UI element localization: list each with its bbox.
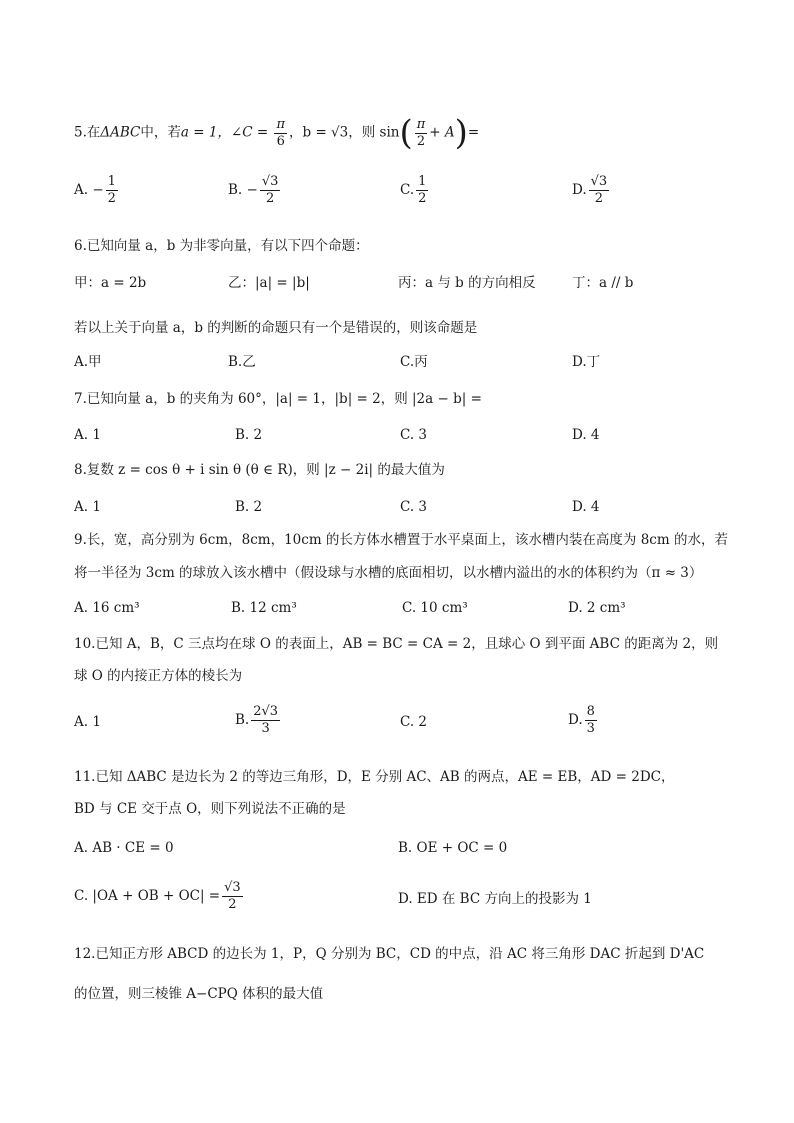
- q9-option-d[interactable]: D. 2 cm³: [568, 600, 626, 616]
- q5-option-b[interactable]: [228, 174, 282, 207]
- q10-stem-1: 10.已知 A，B，C 三点均在球 O 的表面上，AB = BC = CA = 2，且球心 O 到平面 ABC 的距离为 2，则: [74, 636, 719, 652]
- fraction-denominator: 3: [586, 721, 595, 736]
- fraction: [260, 174, 281, 207]
- q7-option-c[interactable]: C. 3: [400, 427, 428, 443]
- q6-stem: 6.已知向量 a，b 为非零向量，有以下四个命题：: [74, 238, 369, 254]
- q11-option-d[interactable]: D. ED 在 BC 方向上的投影为 1: [398, 891, 592, 907]
- fraction-numerator: 2√3: [253, 704, 279, 719]
- q12-stem-2: 的位置，则三棱锥 A−CPQ 体积的最大值: [74, 986, 324, 1002]
- q7-option-a[interactable]: A. 1: [74, 427, 101, 443]
- q6-option-c[interactable]: C.丙: [400, 354, 428, 370]
- fraction-numerator: π: [416, 116, 426, 132]
- q5-option-d[interactable]: [572, 174, 611, 207]
- q7-option-d[interactable]: D. 4: [572, 427, 600, 443]
- q5-text-2: 中，若: [140, 124, 181, 141]
- fraction-numerator: √3: [224, 880, 241, 895]
- q5-text: 5.在: [74, 124, 101, 141]
- q9-stem-2: 将一半径为 3cm 的球放入该水槽中（假设球与水槽的底面相切，以水槽内溢出的水的体积约为（π ≈ 3）: [74, 565, 703, 581]
- q5-option-c[interactable]: [400, 174, 430, 207]
- fraction-numerator: π: [276, 116, 286, 132]
- q5-plus-a: + A: [429, 124, 455, 141]
- q6-option-d[interactable]: D.丁: [572, 354, 601, 370]
- fraction-numerator: √3: [590, 174, 608, 189]
- q9-option-c[interactable]: C. 10 cm³: [402, 600, 468, 616]
- q11-stem-2: BD 与 CE 交于点 O，则下列说法不正确的是: [74, 801, 346, 817]
- fraction-numerator: 1: [418, 174, 427, 189]
- q6-option-a[interactable]: A.甲: [74, 354, 102, 370]
- q7-stem: 7.已知向量 a，b 的夹角为 60°，|a| = 1，|b| = 2，则 |2a − b| =: [74, 391, 482, 407]
- fraction: [251, 704, 280, 737]
- q6-proposition-jia: 甲：a = 2b: [74, 275, 147, 291]
- q11-stem-1: 11.已知 ΔABC 是边长为 2 的等边三角形，D，E 分别 AC、AB 的两点，AE = EB，AD = 2DC，: [74, 769, 675, 785]
- q5-cond-1: a = 1，∠C =: [180, 124, 269, 141]
- fraction-numerator: 1: [107, 174, 116, 189]
- left-paren: (: [399, 113, 413, 153]
- fraction-denominator: 2: [265, 191, 275, 206]
- q10-option-c[interactable]: C. 2: [400, 714, 428, 730]
- fraction-denominator: 2: [107, 191, 116, 206]
- q8-option-a[interactable]: A. 1: [74, 499, 101, 515]
- option-label: A. −: [74, 182, 104, 198]
- fraction: [416, 174, 428, 207]
- q11-option-b[interactable]: B. OE + OC = 0: [398, 840, 508, 856]
- q6-proposition-ding: 丁：a // b: [572, 275, 634, 291]
- q6-proposition-yi: 乙：|a| = |b|: [228, 275, 310, 291]
- fraction: [222, 880, 243, 913]
- fraction-numerator: √3: [261, 174, 279, 189]
- q10-option-b[interactable]: [235, 704, 282, 737]
- q5-equals: =: [467, 124, 480, 141]
- q10-option-d[interactable]: [568, 704, 599, 737]
- q5-cond-2: ，b = √3，则 sin: [289, 124, 400, 141]
- q9-option-b[interactable]: B. 12 cm³: [231, 600, 297, 616]
- option-label: B.: [235, 712, 250, 728]
- q6-proposition-bing: 丙：a 与 b 的方向相反: [398, 275, 536, 291]
- fraction-denominator: 2: [418, 191, 427, 206]
- fraction-denominator: 3: [261, 721, 270, 736]
- q5-option-a[interactable]: [74, 174, 120, 207]
- fraction: [585, 704, 597, 737]
- option-label: D.: [572, 182, 587, 198]
- fraction: [106, 174, 118, 207]
- q8-option-b[interactable]: B. 2: [235, 499, 263, 515]
- fraction-denominator: 2: [594, 191, 604, 206]
- fraction-numerator: 8: [586, 704, 595, 719]
- q10-option-a[interactable]: A. 1: [74, 714, 101, 730]
- q7-option-b[interactable]: B. 2: [235, 427, 263, 443]
- q5-triangle: ΔABC: [100, 124, 141, 141]
- q9-stem-1: 9.长，宽，高分别为 6cm，8cm，10cm 的长方体水槽置于水平桌面上，该水槽内装在高度为 8cm 的水，若: [74, 532, 728, 548]
- option-label: D.: [568, 712, 583, 728]
- option-label: C.: [400, 182, 415, 198]
- option-label: C. |OA + OB + OC| =: [74, 888, 221, 904]
- q10-stem-2: 球 O 的内接正方体的棱长为: [74, 668, 243, 684]
- fraction-denominator: 2: [416, 133, 426, 149]
- q11-option-a[interactable]: A. AB · CE = 0: [74, 840, 174, 856]
- q12-stem-1: 12.已知正方形 ABCD 的边长为 1，P，Q 分别为 BC，CD 的中点，沿 AC 将三角形 DAC 折起到 D'AC: [74, 946, 705, 962]
- q8-option-d[interactable]: D. 4: [572, 499, 600, 515]
- q5-stem: [74, 113, 480, 153]
- q8-option-c[interactable]: C. 3: [400, 499, 428, 515]
- q6-stem-2: 若以上关于向量 a，b 的判断的命题只有一个是错误的，则该命题是: [74, 320, 478, 336]
- fraction-denominator: 6: [276, 133, 285, 149]
- q5-pi-over-2: [415, 117, 428, 150]
- fraction: [589, 174, 610, 207]
- q9-option-a[interactable]: A. 16 cm³: [74, 600, 140, 616]
- q6-option-b[interactable]: B.乙: [228, 354, 256, 370]
- fraction-denominator: 2: [228, 897, 237, 912]
- q5-pi-over-6: [274, 117, 287, 150]
- right-paren: ): [454, 113, 468, 153]
- option-label: B. −: [228, 182, 258, 198]
- q11-option-c[interactable]: [74, 880, 245, 913]
- q8-stem: 8.复数 z = cos θ + i sin θ (θ ∈ R)，则 |z − 2i| 的最大值为: [74, 462, 445, 478]
